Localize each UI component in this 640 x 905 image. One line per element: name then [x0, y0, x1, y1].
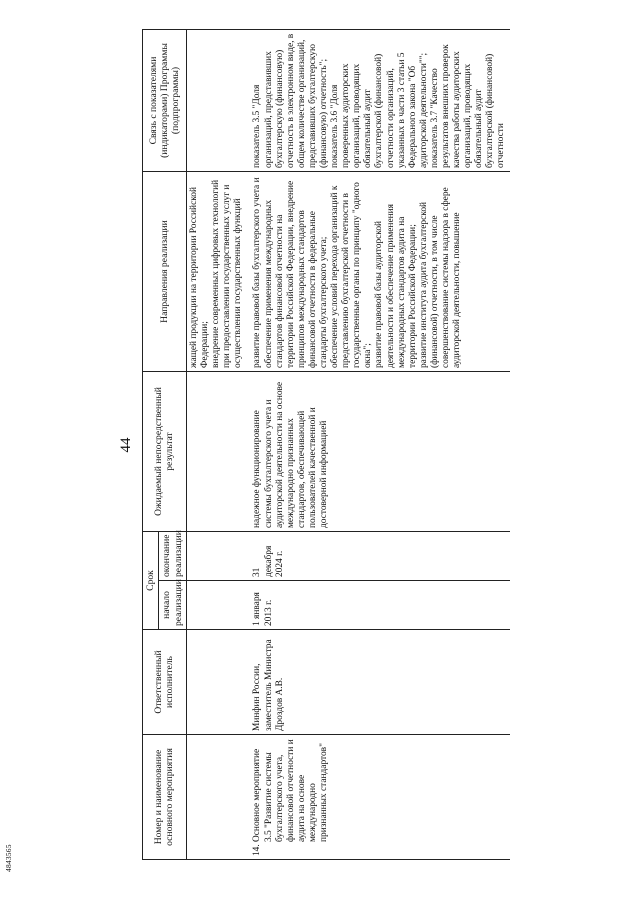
header-end: окончание реализации	[159, 532, 187, 581]
header-directions: Направления реализации	[143, 172, 187, 372]
header-indicators: Связь с показателями (индикаторами) Программы (подпрограммы)	[143, 30, 187, 172]
start-cell: 1 января 2013 г.	[246, 581, 509, 630]
header-result: Ожидаемый непосредственный результат	[143, 372, 187, 532]
table-row	[246, 30, 509, 860]
measures-table	[142, 29, 510, 860]
header-term: Срок	[143, 532, 159, 630]
measure-cell	[246, 735, 509, 860]
continuation-row	[186, 30, 246, 860]
continuation-directions: жащей продукции на территории Российской Федерации; внедрение современных цифровых технологий при предоставлении государственных услуг и осуществлении государственных функций	[186, 172, 246, 372]
indicators-cell: показатель 3.5 "Доля организаций, представивших бухгалтерскую (финансовую) отчетность в электронном виде, в общем количестве организаций, представивших бухгалтерскую (финансовую) отчетность"; показатель 3.6 "Доля проверенных аудиторских организаций, проводящих обязательный аудит бухгалтерской (финансовой) отчетности организаций, указанных в части 3 статьи 5 Федерального закона "Об аудиторской деятельности""; показатель 3.7 "Качество результатов внешних проверок качества работы аудиторских организаций, проводящих обязательный аудит бухгалтерской (финансовой) отчетности	[246, 30, 509, 172]
header-start: начало реализации	[159, 581, 187, 630]
header-responsible: Ответственный исполнитель	[143, 630, 187, 735]
directions-cell: развитие правовой базы бухгалтерского учета и обеспечение применения международных стандартов финансовой отчетности на территории Российской Федерации, внедрение принципов международных стандартов финансовой отчетности в федеральные стандарты бухгалтерского учета; обеспечение условий перехода организаций к представлению бухгалтерской отчетности в государственные органы по принципу "одного окна"; развитие правовой базы аудиторской деятельности и обеспечение применения международных стандартов аудита на территории Российской Федерации; развитие института аудита бухгалтерской (финансовой) отчетности, в том числе совершенствование системы надзора в сфере аудиторской деятельности, повышение	[246, 172, 509, 372]
responsible-cell: Минфин России, заместитель Министра Дроздов А.В.	[246, 630, 509, 735]
header-row-1	[143, 30, 159, 860]
row-number: 14.	[252, 844, 263, 856]
header-measure: Номер и наименование основного мероприятия	[143, 735, 187, 860]
end-cell: 31 декабря 2024 г.	[246, 532, 509, 581]
rotated-page	[118, 30, 618, 860]
document-id: 4843565	[4, 844, 13, 872]
result-cell: надежное функционирование системы бухгалтерского учета и аудиторской деятельности на основе международно признанных стандартов, обеспечивающей пользователей качественной и достоверной информацией	[246, 372, 509, 532]
page-number: 44	[118, 437, 134, 453]
measure-name: Основное мероприятие 3.5 "Развитие системы бухгалтерского учета, финансовой отчетности и аудита на основе международно признанных стандартов"	[252, 739, 329, 842]
